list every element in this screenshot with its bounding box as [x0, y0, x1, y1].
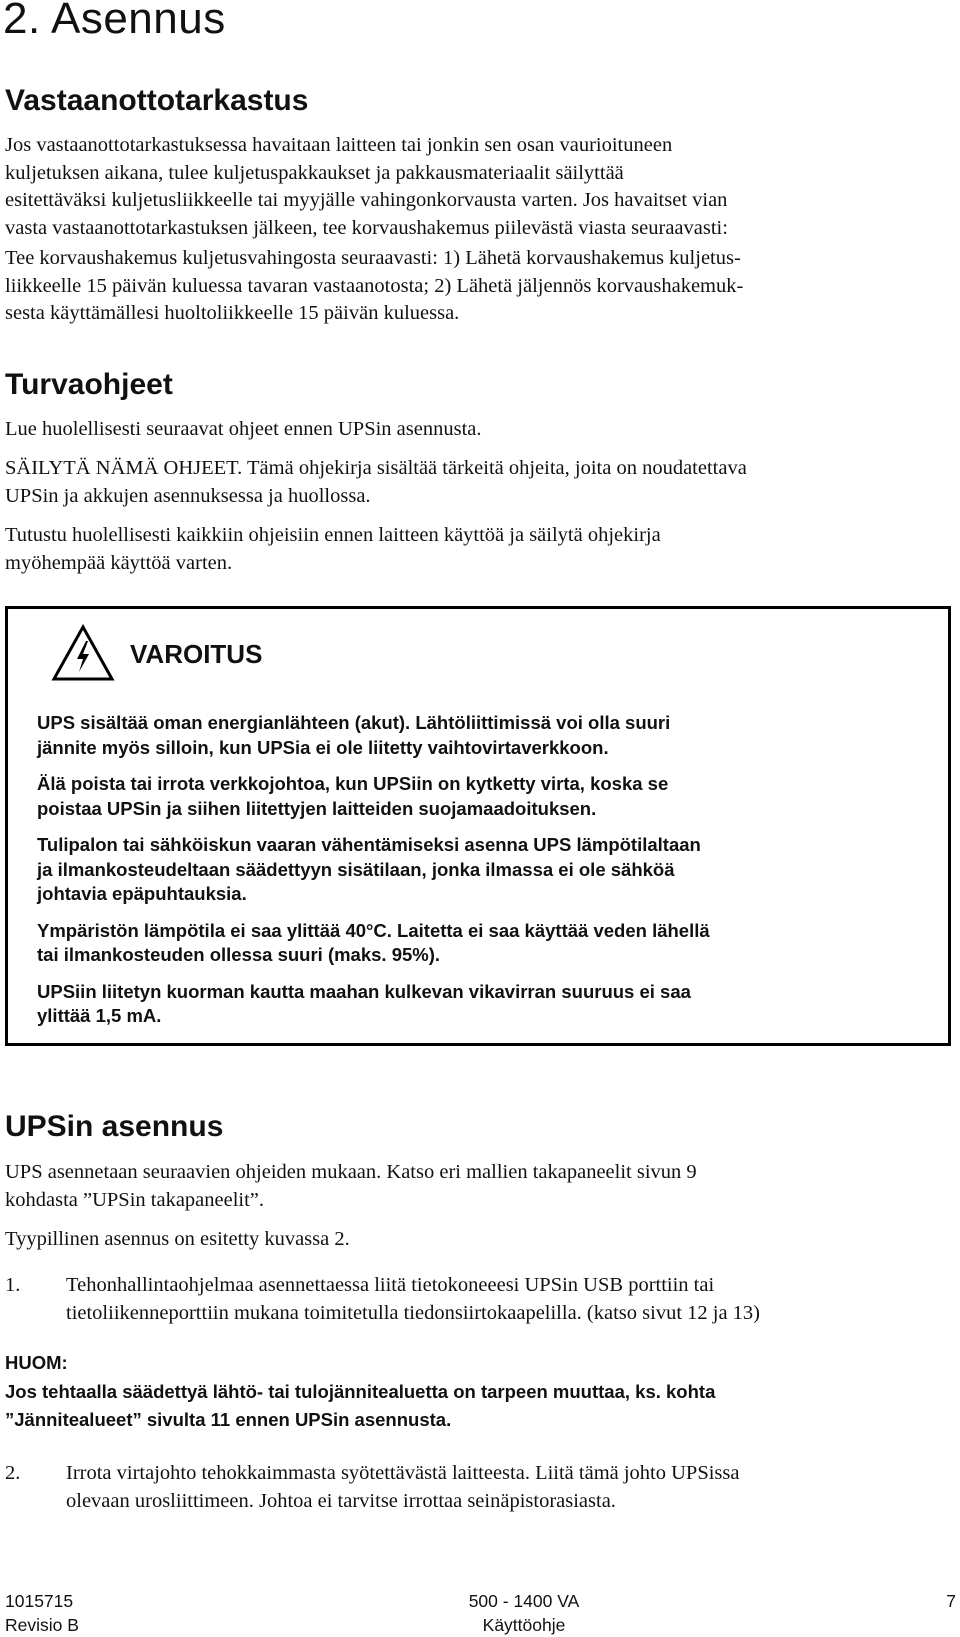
text-line: vasta vastaanottotarkastuksen jälkeen, tee korvaushakemus piilevästä viasta seuraavasti: — [5, 216, 728, 239]
text-line: johtavia epäpuhtauksia. — [37, 883, 247, 904]
list-text — [66, 1272, 936, 1327]
list-number: 2. — [5, 1462, 21, 1484]
doc-number: 1015715 — [5, 1591, 74, 1611]
warning-item — [37, 833, 917, 907]
text-line: Tee korvaushakemus kuljetusvahingosta seuraavasti: 1) Lähetä korvaushakemus kuljetus- — [5, 247, 741, 269]
list-text — [66, 1460, 936, 1515]
model-range: 500 - 1400 VA — [468, 1591, 580, 1611]
text-line: Irrota virtajohto tehokkaimmasta syötettävästä laitteesta. Liitä tämä johto UPSissa — [66, 1462, 740, 1484]
text-line: jännite myös silloin, kun UPSia ei ole liitetty vaihtovirtaverkkoon. — [37, 736, 609, 758]
text-line: sesta käyttämällesi huoltoliikkeelle 15 päivän kuluessa. — [5, 302, 460, 324]
page-number: 7 — [946, 1591, 956, 1611]
text-line: UPSin ja akkujen asennuksessa ja huollossa. — [5, 484, 371, 507]
electrical-hazard-icon — [51, 624, 115, 682]
text-line: kuljetuksen aikana, tulee kuljetuspakkaukset ja pakkausmateriaalit säilyttää — [5, 161, 624, 184]
doc-type: Käyttöohje — [482, 1615, 566, 1635]
warning-item — [37, 711, 917, 760]
text-line: myöhempää käyttöä varten. — [5, 551, 233, 574]
text-line: tai ilmankosteuden ollessa suuri (maks. 95%). — [37, 944, 441, 965]
text-line: UPS asennetaan seuraavien ohjeiden mukaan. Katso eri mallien takapaneelit sivun 9 — [5, 1161, 697, 1183]
section-heading-installation: UPSin asennus — [5, 1110, 224, 1143]
note-label: HUOM: — [5, 1352, 68, 1373]
safety-paragraph-1: Lue huolellisesti seuraavat ohjeet ennen UPSin asennusta. — [5, 418, 482, 440]
installation-paragraph-1 — [5, 1159, 935, 1214]
safety-paragraph-3 — [5, 522, 935, 577]
text-line: Ympäristön lämpötila ei saa ylittää 40°C. Laitetta ei saa käyttää veden lähellä — [37, 919, 710, 941]
text-line: Jos vastaanottotarkastuksessa havaitaan laitteen tai jonkin sen osan vaurioituneen — [5, 134, 673, 156]
installation-paragraph-2: Tyypillinen asennus on esitetty kuvassa 2. — [5, 1228, 350, 1250]
warning-item — [37, 772, 917, 821]
receiving-paragraph-2 — [5, 245, 935, 328]
text-line: kohdasta ”UPSin takapaneelit”. — [5, 1188, 265, 1211]
text-line: SÄILYTÄ NÄMÄ OHJEET. Tämä ohjekirja sisältää tärkeitä ohjeita, joita on noudatettava — [5, 457, 747, 479]
list-item-step-1 — [5, 1272, 935, 1328]
warning-item — [37, 980, 917, 1029]
text-line: liikkeelle 15 päivän kuluessa tavaran vastaanotosta; 2) Lähetä jäljennös korvaushakemuk- — [5, 274, 744, 297]
warning-heading: VAROITUS — [130, 639, 263, 669]
text-line: Tulipalon tai sähköiskun vaaran vähentämiseksi asenna UPS lämpötilaltaan — [37, 834, 701, 855]
chapter-title: 2. Asennus — [3, 0, 226, 43]
text-line: Tutustu huolellisesti kaikkiin ohjeisiin ennen laitteen käyttöä ja säilytä ohjekirja — [5, 524, 661, 546]
text-line: poistaa UPSin ja siihen liitettyjen laitteiden suojamaadoituksen. — [37, 797, 597, 819]
warning-item — [37, 919, 917, 968]
receiving-paragraph-1 — [5, 132, 935, 242]
note-text — [5, 1378, 935, 1434]
text-line: Jos tehtaalla säädettyä lähtö- tai tulojännitealuetta on tarpeen muuttaa, ks. kohta — [5, 1381, 716, 1402]
text-line: ylittää 1,5 mA. — [37, 1005, 162, 1026]
text-line: ”Jännitealueet” sivulta 11 ennen UPSin asennusta. — [5, 1409, 452, 1430]
text-line: UPSiin liitetyn kuorman kautta maahan kulkevan vikavirran suuruus ei saa — [37, 980, 691, 1002]
section-heading-safety: Turvaohjeet — [5, 368, 173, 401]
footer-left — [5, 1589, 79, 1637]
text-line: Tehonhallintaohjelmaa asennettaessa liitä tietokoneeesi UPSin USB porttiin tai — [66, 1274, 715, 1296]
text-line: UPS sisältää oman energianlähteen (akut). Lähtöliittimissä voi olla suuri — [37, 712, 671, 733]
safety-paragraph-2 — [5, 455, 935, 510]
footer-center — [460, 1589, 588, 1637]
text-line: olevaan urosliittimeen. Johtoa ei tarvitse irrottaa seinäpistorasiasta. — [66, 1489, 616, 1512]
text-line: Älä poista tai irrota verkkojohtoa, kun UPSiin on kytketty virta, koska se — [37, 773, 669, 794]
text-line: tietoliikenneporttiin mukana toimitetulla tiedonsiirtokaapelilla. (katso sivut 12 ja 13) — [66, 1301, 761, 1324]
warning-box — [5, 606, 951, 1046]
revision: Revisio B — [5, 1615, 79, 1635]
text-line: ja ilmankosteudeltaan säädettyyn sisätilaan, jonka ilmassa ei ole sähköä — [37, 858, 675, 880]
list-item-step-2 — [5, 1460, 935, 1516]
footer-right — [920, 1589, 956, 1613]
text-line: esitettäväksi kuljetusliikkeelle tai myyjälle vahingonkorvausta varten. Jos havaitset vian — [5, 189, 728, 211]
section-heading-receiving: Vastaanottotarkastus — [5, 84, 309, 117]
list-number: 1. — [5, 1274, 21, 1296]
warning-list — [37, 711, 917, 1041]
